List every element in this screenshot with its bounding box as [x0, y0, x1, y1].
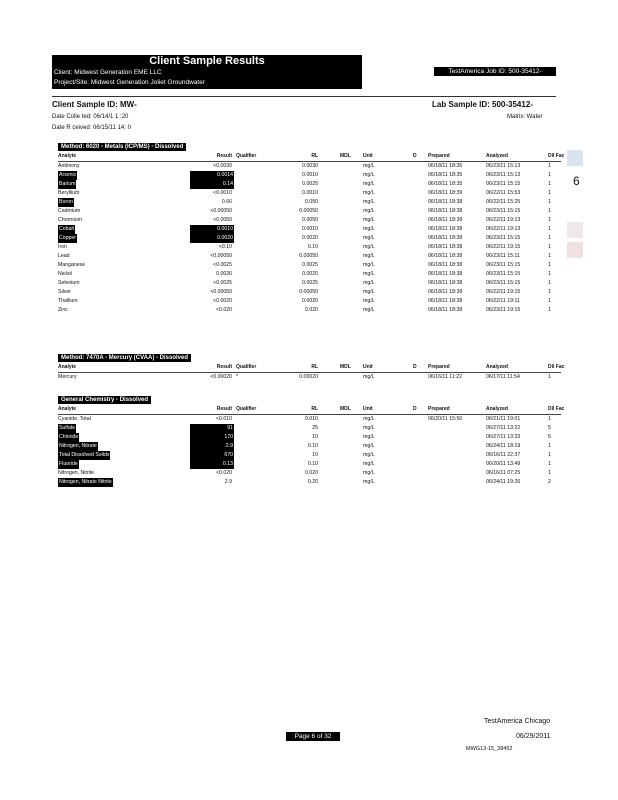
cell-analyte: Beryllium	[58, 190, 80, 196]
table-header	[58, 405, 565, 415]
cell-rl: 0.0020	[302, 271, 318, 277]
cell-analyzed: 06/22/11 19:15	[486, 244, 521, 250]
column-header-prepared: Prepared	[428, 153, 450, 159]
cell-analyzed: 06/20/11 13:49	[486, 461, 521, 467]
section-title-general-chemistry: General Chemistry - Dissolved	[58, 396, 151, 404]
cell-dil: 1	[548, 271, 551, 277]
cell-dil: 5	[548, 425, 551, 431]
cell-rl: 0.010	[305, 416, 318, 422]
cell-rl: 25	[312, 425, 318, 431]
matrix: Matrix: Water	[507, 114, 543, 120]
table-row	[58, 469, 561, 478]
table-row	[58, 288, 561, 297]
cell-unit: mg/L	[363, 235, 375, 241]
cell-prepared: 06/18/11 18:38	[428, 262, 463, 268]
cell-dil: 1	[548, 190, 551, 196]
column-header-dil: Dil Fac	[548, 153, 565, 159]
table-row	[58, 180, 561, 189]
cell-analyzed: 06/23/11 15:15	[486, 235, 521, 241]
cell-unit: mg/L	[363, 271, 375, 277]
project-site: Project/Site: Midwest Generation Joliet Groundwater	[54, 79, 206, 86]
cell-analyzed: 06/23/11 15:13	[486, 163, 521, 169]
table-row	[58, 216, 561, 225]
date-received: Date R ceived: 06/15/11 14: 0	[52, 125, 131, 131]
cell-analyte: Iron	[58, 244, 67, 250]
cell-dil: 2	[548, 479, 551, 485]
cell-analyzed: 06/23/11 15:13	[486, 172, 521, 178]
cell-unit: mg/L	[363, 226, 375, 232]
general-chemistry-table	[58, 405, 565, 487]
cell-unit: mg/L	[363, 443, 375, 449]
table-row	[58, 424, 561, 433]
column-header-analyte: Analyte	[58, 153, 77, 159]
cell-dil: 1	[548, 199, 551, 205]
cell-dil: 1	[548, 452, 551, 458]
cell-dil: 1	[548, 181, 551, 187]
table-row	[58, 279, 561, 288]
cell-result: <0.0010	[213, 190, 232, 196]
column-header-prepared: Prepared	[428, 406, 450, 412]
cell-analyzed: 06/22/11 19:15	[486, 289, 521, 295]
cell-analyte: Zinc	[58, 307, 68, 313]
cell-unit: mg/L	[363, 434, 375, 440]
column-header-qualifier: Qualifier	[236, 364, 257, 370]
column-header-dil: Dil Fac	[548, 364, 565, 370]
cell-analyte: Manganese	[58, 262, 86, 268]
table-row	[58, 189, 561, 198]
column-header-d: D	[413, 364, 417, 370]
cell-rl: 0.0025	[302, 280, 318, 286]
page-number: Page 6 of 32	[286, 732, 340, 741]
date-collected: Date Colle ted: 06/14/1 1 :20	[52, 114, 129, 120]
cell-prepared: 06/18/11 18:38	[428, 208, 463, 214]
cell-dil: 1	[548, 235, 551, 241]
mercury-table	[58, 363, 565, 382]
page-title: Client Sample Results	[149, 55, 265, 67]
cell-rl: 0.0025	[302, 262, 318, 268]
column-header-unit: Unit	[363, 153, 373, 159]
cell-dil: 1	[548, 289, 551, 295]
cell-result: 0.14	[190, 180, 234, 189]
column-header-unit: Unit	[363, 364, 373, 370]
cell-analyte: Fluoride	[59, 461, 78, 467]
cell-analyzed: 06/23/11 19:15	[486, 307, 521, 313]
table-row	[58, 171, 561, 180]
cell-dil: 1	[548, 172, 551, 178]
cell-result: <0.10	[218, 244, 232, 250]
cell-unit: mg/L	[363, 199, 375, 205]
cell-result: <0.00050	[210, 289, 232, 295]
footer-code: MWG13-15_38452	[466, 746, 513, 752]
cell-prepared: 06/18/11 18:35	[428, 181, 463, 187]
cell-analyte: Thallium	[58, 298, 78, 304]
cell-dil: 1	[548, 280, 551, 286]
job-id: TestAmerica Job ID: 500-35412-	[434, 67, 556, 76]
table-row	[58, 306, 561, 315]
column-header-rl: RL	[311, 406, 318, 412]
cell-unit: mg/L	[363, 298, 375, 304]
cell-analyzed: 06/16/11 07:25	[486, 470, 521, 476]
column-header-mdl: MDL	[340, 153, 351, 159]
lab-sample-id: Lab Sample ID: 500-35412-	[432, 100, 533, 109]
client-sample-id: Client Sample ID: MW-	[52, 100, 137, 109]
cell-result: 0.0010	[190, 225, 234, 234]
cell-unit: mg/L	[363, 425, 375, 431]
table-row	[58, 234, 561, 243]
column-header-result: Result	[216, 406, 232, 412]
cell-result: <0.0030	[213, 163, 232, 169]
cell-prepared: 06/18/11 18:38	[428, 253, 463, 259]
cell-prepared: 06/18/11 18:38	[428, 226, 463, 232]
cell-analyzed: 06/27/11 13:33	[486, 434, 521, 440]
cell-analyte: Total Dissolved Solids	[59, 452, 110, 458]
cell-analyte: Chloride	[59, 434, 79, 440]
cell-prepared: 06/18/11 18:38	[428, 199, 463, 205]
metals-table	[58, 152, 565, 315]
cell-analyzed: 06/23/11 15:15	[486, 208, 521, 214]
table-row	[58, 243, 561, 252]
cell-result: <0.00050	[210, 208, 232, 214]
cell-unit: mg/L	[363, 244, 375, 250]
table-row	[58, 225, 561, 234]
cell-unit: mg/L	[363, 289, 375, 295]
column-header-prepared: Prepared	[428, 364, 450, 370]
cell-dil: 1	[548, 244, 551, 250]
cell-result: <0.0025	[213, 280, 232, 286]
column-header-rl: RL	[311, 153, 318, 159]
table-row	[58, 451, 561, 460]
cell-rl: 0.10	[307, 244, 318, 250]
side-tab-number: 6	[573, 174, 580, 188]
cell-prepared: 06/18/11 18:39	[428, 190, 463, 196]
cell-rl: 0.050	[305, 199, 318, 205]
cell-result: <0.00050	[210, 253, 232, 259]
section-title-metals: Method: 6020 - Metals (ICP/MS) - Dissolved	[58, 143, 186, 151]
cell-analyte: Mercury	[58, 374, 77, 380]
column-header-qualifier: Qualifier	[236, 153, 257, 159]
cell-unit: mg/L	[363, 262, 375, 268]
table-row	[58, 373, 561, 382]
cell-result: 2.9	[224, 479, 232, 485]
column-header-analyzed: Analyzed	[486, 406, 508, 412]
table-row	[58, 297, 561, 306]
cell-rl: 0.00050	[299, 289, 318, 295]
cell-analyzed: 06/17/11 11:54	[486, 374, 520, 380]
column-header-analyzed: Analyzed	[486, 153, 508, 159]
cell-analyzed: 06/22/11 15:53	[486, 190, 521, 196]
cell-rl: 0.0050	[302, 217, 318, 223]
table-row	[58, 270, 561, 279]
cell-analyte: Nitrogen, Nitrite	[58, 470, 95, 476]
cell-result: 2.9	[190, 442, 234, 451]
cell-analyzed: 06/22/11 19:11	[486, 298, 520, 304]
cell-dil: 1	[548, 208, 551, 214]
footer-company: TestAmerica Chicago	[484, 718, 551, 725]
cell-analyte: Nitrogen, Nitrate Nitrite	[59, 479, 112, 485]
column-header-unit: Unit	[363, 406, 373, 412]
cell-prepared: 06/18/11 18:35	[428, 172, 463, 178]
column-header-rl: RL	[311, 364, 318, 370]
cell-analyzed: 06/21/11 19:01	[486, 416, 521, 422]
cell-analyzed: 06/24/11 19:26	[486, 479, 521, 485]
cell-dil: 1	[548, 253, 551, 259]
cell-dil: 1	[548, 226, 551, 232]
cell-analyzed: 06/23/11 15:15	[486, 271, 521, 277]
column-header-mdl: MDL	[340, 406, 351, 412]
cell-analyzed: 06/22/11 19:13	[486, 226, 521, 232]
cell-rl: 0.0010	[302, 190, 318, 196]
side-tab-mid[interactable]	[567, 222, 583, 238]
cell-unit: mg/L	[363, 163, 375, 169]
table-row	[58, 478, 561, 487]
cell-unit: mg/L	[363, 479, 375, 485]
cell-prepared: 06/18/11 18:38	[428, 280, 463, 286]
cell-analyzed: 06/23/11 15:15	[486, 280, 521, 286]
cell-result: 0.0020	[190, 234, 234, 243]
cell-prepared: 06/18/11 18:38	[428, 244, 463, 250]
cell-result: <0.0025	[213, 262, 232, 268]
cell-prepared: 06/18/11 18:38	[428, 307, 463, 313]
cell-unit: mg/L	[363, 181, 375, 187]
client-name: Client: Midwest Generation EME LLC	[54, 69, 162, 76]
cell-unit: mg/L	[363, 172, 375, 178]
header-rule	[52, 96, 556, 97]
cell-prepared: 06/16/11 11:22	[428, 374, 462, 380]
cell-result: 91	[190, 424, 234, 433]
section-title-mercury: Method: 7470A - Mercury (CVAA) - Dissolved	[58, 354, 191, 362]
table-row	[58, 162, 561, 171]
cell-analyte: Lead	[58, 253, 70, 259]
table-row	[58, 460, 561, 469]
cell-dil: 1	[548, 416, 551, 422]
cell-analyzed: 06/16/11 22:37	[486, 452, 521, 458]
cell-rl: 0.0020	[302, 235, 318, 241]
column-header-result: Result	[216, 364, 232, 370]
cell-analyte: Cyanide, Total	[58, 416, 91, 422]
cell-prepared: 06/18/11 18:38	[428, 289, 463, 295]
cell-unit: mg/L	[363, 416, 375, 422]
cell-analyzed: 06/27/11 13:22	[486, 425, 521, 431]
cell-dil: 1	[548, 163, 551, 169]
table-header	[58, 152, 565, 162]
cell-qualifier: *	[236, 374, 239, 380]
side-tab-low[interactable]	[567, 242, 583, 258]
cell-result: 170	[190, 433, 234, 442]
cell-prepared: 06/18/11 18:35	[428, 163, 463, 169]
cell-rl: 0.10	[307, 461, 318, 467]
cell-analyte: Cadmium	[58, 208, 81, 214]
cell-result: 0.0014	[190, 171, 234, 180]
cell-analyte: Copper	[59, 235, 77, 241]
cell-result: <0.010	[215, 416, 232, 422]
cell-analyte: Selenium	[58, 280, 80, 286]
footer-date: 06/29/2011	[516, 733, 551, 740]
cell-analyte: Antimony	[58, 163, 80, 169]
cell-dil: 1	[548, 298, 551, 304]
header-bar	[52, 55, 362, 89]
cell-result: <0.00020	[210, 374, 232, 380]
cell-result: <0.0020	[213, 298, 232, 304]
cell-analyzed: 06/24/11 18:19	[486, 443, 521, 449]
cell-rl: 0.0010	[302, 172, 318, 178]
cell-dil: 5	[548, 434, 551, 440]
cell-rl: 10	[312, 452, 318, 458]
cell-result: <0.020	[215, 307, 232, 313]
cell-result: 0.0026	[216, 271, 232, 277]
column-header-mdl: MDL	[340, 364, 351, 370]
cell-rl: 0.0020	[302, 298, 318, 304]
cell-dil: 1	[548, 470, 551, 476]
cell-analyte: Barium	[59, 181, 76, 187]
cell-rl: 0.020	[305, 470, 318, 476]
column-header-analyzed: Analyzed	[486, 364, 508, 370]
cell-dil: 1	[548, 374, 551, 380]
cell-rl: 10	[312, 434, 318, 440]
side-tab-top[interactable]	[567, 150, 583, 166]
cell-rl: 0.00050	[299, 208, 318, 214]
cell-analyte: Cobalt	[59, 226, 74, 232]
table-row	[58, 415, 561, 424]
column-header-analyte: Analyte	[58, 364, 77, 370]
cell-unit: mg/L	[363, 461, 375, 467]
cell-rl: 0.0010	[302, 226, 318, 232]
cell-analyte: Nitrogen, Nitrate	[59, 443, 97, 449]
cell-result: 670	[190, 451, 234, 460]
cell-analyte: Nickel	[58, 271, 73, 277]
cell-rl: 0.00020	[299, 374, 318, 380]
cell-result: <0.020	[215, 470, 232, 476]
table-row	[58, 207, 561, 216]
cell-prepared: 06/18/11 18:38	[428, 217, 463, 223]
cell-analyte: Silver	[58, 289, 71, 295]
cell-unit: mg/L	[363, 217, 375, 223]
cell-dil: 1	[548, 217, 551, 223]
cell-unit: mg/L	[363, 280, 375, 286]
column-header-result: Result	[216, 153, 232, 159]
cell-unit: mg/L	[363, 208, 375, 214]
cell-analyte: Chromium	[58, 217, 82, 223]
cell-prepared: 06/18/11 18:38	[428, 298, 463, 304]
cell-result: 0.66	[221, 199, 232, 205]
cell-unit: mg/L	[363, 307, 375, 313]
cell-unit: mg/L	[363, 470, 375, 476]
cell-unit: mg/L	[363, 374, 375, 380]
cell-analyzed: 06/22/11 19:13	[486, 217, 521, 223]
cell-rl: 0.020	[305, 307, 318, 313]
column-header-dil: Dil Fac	[548, 406, 565, 412]
cell-dil: 1	[548, 461, 551, 467]
table-row	[58, 252, 561, 261]
cell-result: <0.0050	[213, 217, 232, 223]
column-header-d: D	[413, 406, 417, 412]
cell-dil: 1	[548, 262, 551, 268]
cell-analyzed: 06/23/11 15:15	[486, 181, 521, 187]
cell-analyte: Arsenic	[59, 172, 77, 178]
cell-prepared: 06/18/11 18:38	[428, 235, 463, 241]
column-header-analyte: Analyte	[58, 406, 77, 412]
cell-analyte: Boron	[59, 199, 73, 205]
column-header-d: D	[413, 153, 417, 159]
cell-analyzed: 06/23/11 15:15	[486, 262, 521, 268]
table-row	[58, 261, 561, 270]
cell-analyzed: 06/23/11 15:11	[486, 253, 520, 259]
cell-rl: 0.20	[307, 479, 318, 485]
table-row	[58, 442, 561, 451]
cell-analyte: Sulfate	[59, 425, 76, 431]
cell-unit: mg/L	[363, 190, 375, 196]
cell-unit: mg/L	[363, 452, 375, 458]
table-row	[58, 198, 561, 207]
cell-prepared: 06/18/11 18:38	[428, 271, 463, 277]
cell-result: 0.13	[190, 460, 234, 469]
table-row	[58, 433, 561, 442]
cell-rl: 0.0025	[302, 181, 318, 187]
cell-analyzed: 06/22/11 15:25	[486, 199, 521, 205]
cell-rl: 0.10	[307, 443, 318, 449]
cell-rl: 0.00050	[299, 253, 318, 259]
table-header	[58, 363, 565, 373]
cell-unit: mg/L	[363, 253, 375, 259]
column-header-qualifier: Qualifier	[236, 406, 257, 412]
cell-rl: 0.0030	[302, 163, 318, 169]
cell-dil: 1	[548, 307, 551, 313]
cell-dil: 1	[548, 443, 551, 449]
cell-prepared: 06/20/11 15:50	[428, 416, 463, 422]
